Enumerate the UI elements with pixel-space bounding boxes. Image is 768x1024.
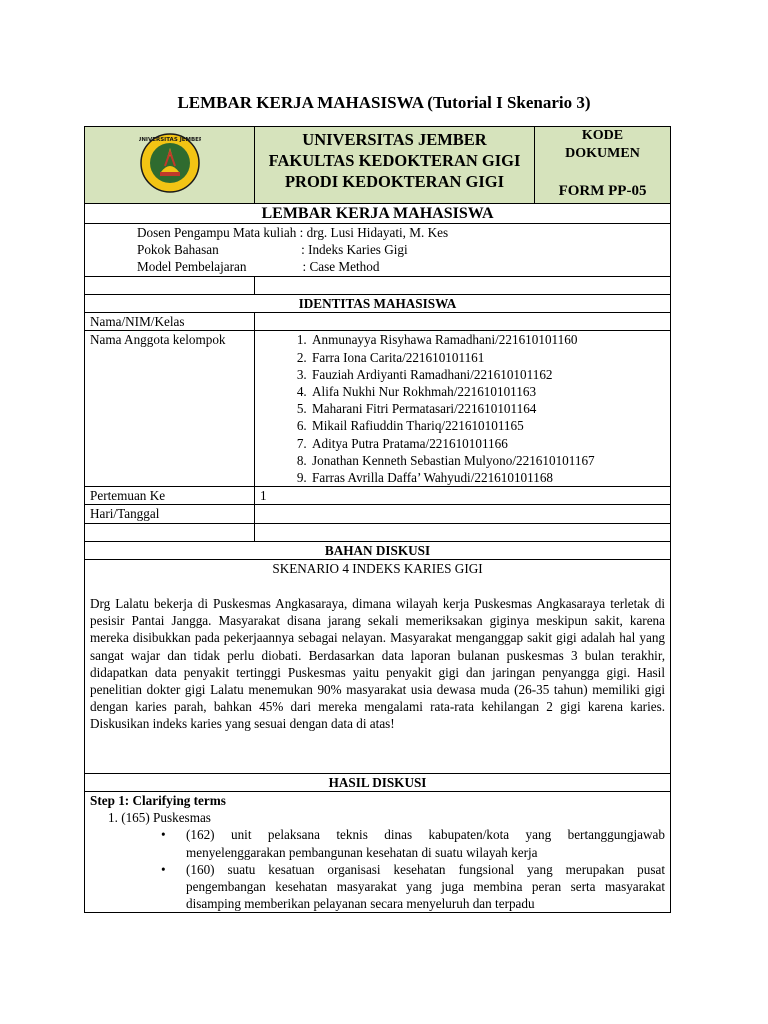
form-code: FORM PP-05 [558,183,647,199]
list-item: 8. Jonathan Kenneth Sebastian Mulyono/221610101167 [310,452,665,469]
hari-value[interactable] [255,505,671,523]
faculty-name: FAKULTAS KEDOKTERAN GIGI [268,151,521,170]
kode-label: KODE [581,128,624,143]
prodi-name: PRODI KEDOKTERAN GIGI [284,172,505,191]
list-item: 4. Alifa Nukhi Nur Rokhmah/221610101163 [310,383,665,400]
worksheet-table [84,126,671,913]
svg-text:UNIVERSITAS JEMBER: UNIVERSITAS JEMBER [138,136,201,143]
list-item: 7. Aditya Putra Pratama/221610101166 [310,435,665,452]
list-item: 6. Mikail Rafiuddin Thariq/221610101165 [310,417,665,434]
nama-nim-label: Nama/NIM/Kelas [85,313,255,331]
member-list [260,331,665,486]
definition-list [90,826,665,912]
list-item: 3. Fauziah Ardiyanti Ramadhani/221610101162 [310,366,665,383]
list-item: 1. Anmunayya Risyhawa Ramadhani/221610101160 [310,331,665,348]
university-logo [139,132,201,194]
empty-cell [85,523,255,541]
university-name: UNIVERSITAS JEMBER [302,130,487,149]
members-cell [255,331,671,487]
list-item: • (160) suatu kesatuan organisasi kesehatan fungsional yang merupakan pusat pengembangan kesehatan masyarakat yang juga membina peran serta masyarakat disamping memberikan pelayanan secara menyeluruh dan terpadu [186,861,665,913]
list-item: 9. Farras Avrilla Daffa’ Wahyudi/221610101168 [310,469,665,486]
scenario-cell [85,559,671,773]
scenario-title: SKENARIO 4 INDEKS KARIES GIGI [272,560,483,576]
list-item: • (162) unit pelaksana teknis dinas kabupaten/kota yang bertanggungjawab menyelenggarakan pembangunan kesehatan di suatu wilayah kerja [186,826,665,860]
header-row [85,127,671,204]
dokumen-label: DOKUMEN [565,146,640,161]
page-title: LEMBAR KERJA MAHASISWA (Tutorial I Skenario 3) [177,93,591,112]
course-info [85,224,671,277]
empty-cell [255,523,671,541]
nama-nim-value[interactable] [255,313,671,331]
empty-cell [85,277,255,295]
lkm-title: LEMBAR KERJA MAHASISWA [85,204,671,224]
pertemuan-label: Pertemuan Ke [85,487,255,505]
term-puskesmas: 1. (165) Puskesmas [108,810,211,826]
scenario-text: Drg Lalatu bekerja di Puskesmas Angkasaraya, dimana wilayah kerja Puskesmas Angkasaraya terletak di pesisir Pantai Jangga. Masyarakat disana jarang sekali memeriksakan giginya meskipun sakit, karena mereka disibukkan pada pekerjaannya sebagai nelayan. Masyarakat menganggap sakit gigi adalah hal yang sangat wajar dan tidak perlu diobati. Berdasarkan data laporan bulanan puskesmas 3 bulan terakhir, didapatkan data penyakit tertinggi Puskesmas yaitu penyakit gigi dan jaringan penyangga gigi. Hasil penelitian dokter gigi Lalatu menemukan 90% masyarakat usia dewasa muda (26-35 tahun) memiliki gigi dengan karies parah, bahkan 45% dari mereka mengalami rata-rata kehilangan 2 gigi karena karies. Diskusikan indeks karies yang sesuai dengan data di atas! [90,596,666,732]
document-code-cell [535,127,671,204]
hari-label: Hari/Tanggal [85,505,255,523]
logo-cell [85,127,255,204]
dosen-line: Dosen Pengampu Mata kuliah : drg. Lusi Hidayati, M. Kes [137,225,449,240]
pertemuan-value: 1 [255,487,671,505]
bahan-title: BAHAN DISKUSI [85,541,671,559]
model-line: Model Pembelajaran : Case Method [137,259,380,275]
list-item: 5. Maharani Fitri Permatasari/221610101164 [310,400,665,417]
anggota-label: Nama Anggota kelompok [85,331,255,487]
pokok-line: Pokok Bahasan : Indeks Karies Gigi [137,242,408,258]
hasil-cell [85,792,671,913]
identitas-title: IDENTITAS MAHASISWA [85,295,671,313]
list-item: 2. Farra Iona Carita/221610101161 [310,349,665,366]
empty-cell [255,277,671,295]
hasil-title: HASIL DISKUSI [85,773,671,791]
step1-title: Step 1: Clarifying terms [90,793,226,809]
university-header [255,127,535,204]
